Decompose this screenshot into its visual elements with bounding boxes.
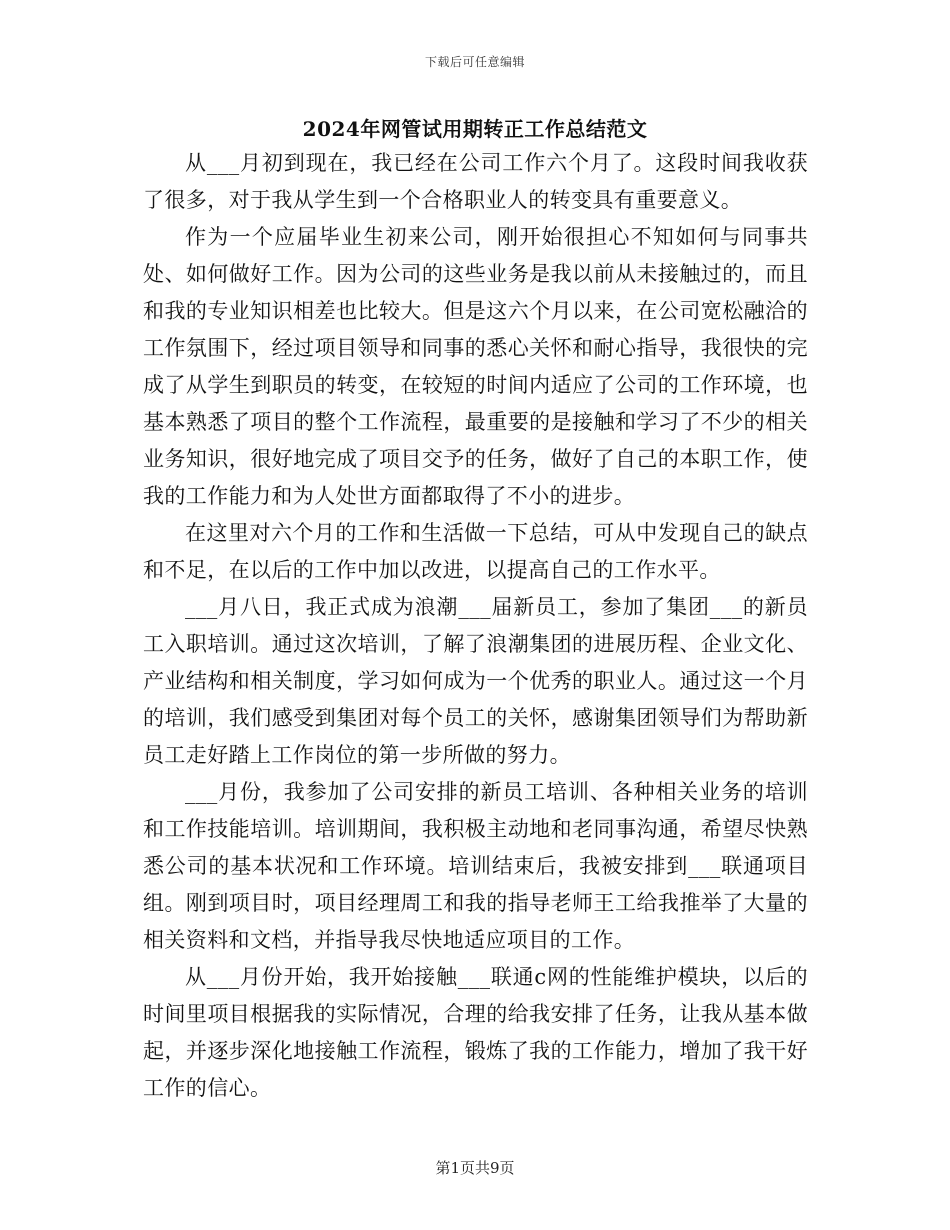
paragraph: 在这里对六个月的工作和生活做一下总结，可从中发现自己的缺点和不足，在以后的工作中加以改进，以提高自己的工作水平。 [143,521,808,582]
paragraph: 从___月初到现在，我已经在公司工作六个月了。这段时间我收获了很多，对于我从学生到一个合格职业人的转变具有重要意义。 [143,151,808,212]
document-body [143,145,808,1107]
document-title: 2024年网管试用期转正工作总结范文 [302,117,648,141]
paragraph: ___月八日，我正式成为浪潮___届新员工，参加了集团___的新员工入职培训。通过这次培训，了解了浪潮集团的进展历程、企业文化、产业结构和相关制度，学习如何成为一个优秀的职业人。通过这一个月的培训，我们感受到集团对每个员工的关怀，感谢集团领导们为帮助新员工走好踏上工作岗位的第一步所做的努力。 [143,595,808,767]
paragraph: 从___月份开始，我开始接触___联通c网的性能维护模块，以后的时间里项目根据我的实际情况，合理的给我安排了任务，让我从基本做起，并逐步深化地接触工作流程，锻炼了我的工作能力，增加了我干好工作的信心。 [143,965,808,1100]
page-number: 第1页共9页 [435,1159,515,1177]
page-header-note: 下载后可任意编辑 [424,55,525,69]
paragraph: 作为一个应届毕业生初来公司，刚开始很担心不知如何与同事共处、如何做好工作。因为公司的这些业务是我以前从未接触过的，而且和我的专业知识相差也比较大。但是这六个月以来，在公司宽松融洽的工作氛围下，经过项目领导和同事的悉心关怀和耐心指导，我很快的完成了从学生到职员的转变，在较短的时间内适应了公司的工作环境，也基本熟悉了项目的整个工作流程，最重要的是接触和学习了不少的相关业务知识，很好地完成了项目交予的任务，做好了自己的本职工作，使我的工作能力和为人处世方面都取得了不小的进步。 [143,225,808,508]
paragraph: ___月份，我参加了公司安排的新员工培训、各种相关业务的培训和工作技能培训。培训期间，我积极主动地和老同事沟通，希望尽快熟悉公司的基本状况和工作环境。培训结束后，我被安排到___联通项目组。刚到项目时，项目经理周工和我的指导老师王工给我推举了大量的相关资料和文档，并指导我尽快地适应项目的工作。 [143,780,808,952]
